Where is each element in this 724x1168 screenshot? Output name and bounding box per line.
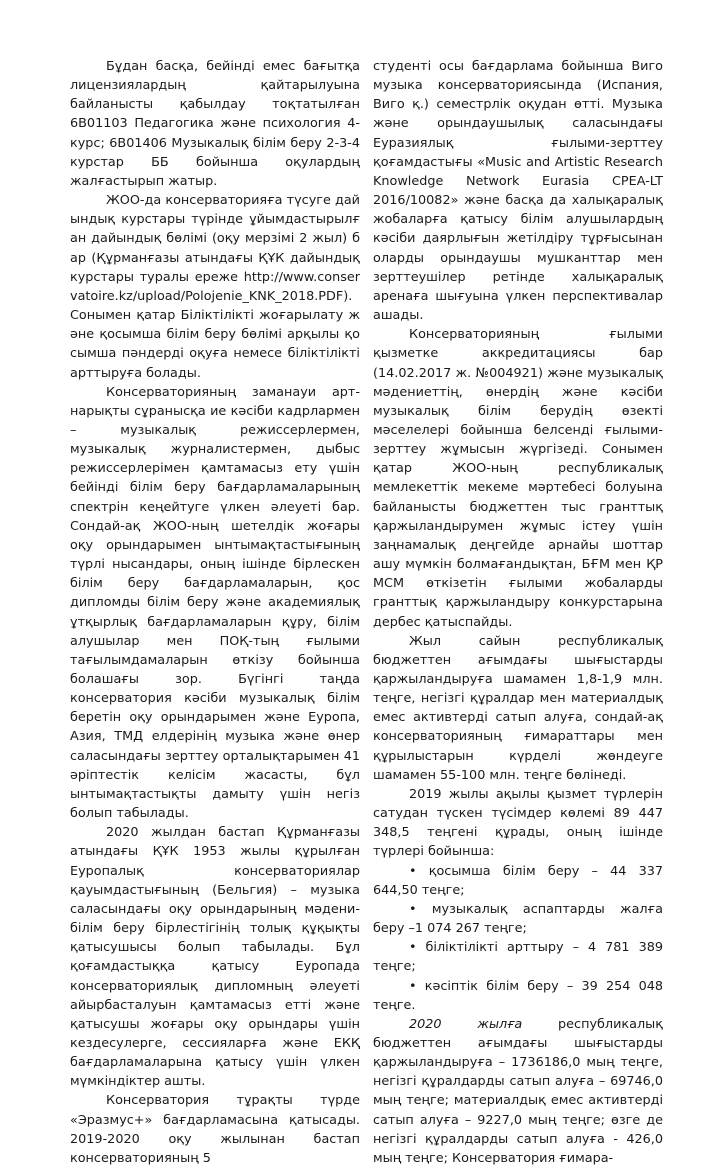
paragraph-text: республикалық бюджеттен ағымдағы шығыстарды қаржыландыруға – 1736186,0 мың теңге, негізгі құралдарды сатып алуға – 69746,0 мың теңге; материалдық емес активтерді сатып алуға – 9227,0 мың теңге; өзге де негізгі құралдарды сатып алуға - 426,0 мың теңге; Консерватория ғимара- xyxy=(373,1016,664,1166)
paragraph: Консерватория тұрақты түрде «Эразмус+» бағдарламасына қатысады. 2019-2020 оқу жылынан бастап консерваторияның 5 xyxy=(70,1093,360,1166)
paragraph xyxy=(373,1015,663,1168)
paragraph: Жыл сайын республикалық бюджеттен ағымдағы шығыстарды қаржыландыруға шамамен 1,8-1,9 млн. теңге, негізгі құралдар мен материалдық емес активтерді сатып алуға, сондай-ақ консерваторияның ғимараттары мен құрылыстарын күрделі жөндеуге шамамен 55-100 млн. теңге бөлінеді. xyxy=(373,633,663,783)
paragraph: 2019 жылы ақылы қызмет түрлерін сатудан түскен түсімдер көлемі 89 447 348,5 теңгені құрады, оның ішінде түрлері бойынша: xyxy=(373,786,663,860)
list-item: • қосымша білім беру – 44 337 644,50 теңге; xyxy=(373,863,663,898)
emphasis-text: 2020 жылға xyxy=(409,1016,523,1032)
paragraph: студенті осы бағдарлама бойынша Виго музыка консерваториясында (Испания, Виго қ.) семестрлік оқудан өтті. Музыка және орындаушылық саласындағы Еуразиялық ғылыми-зерттеу қоғамдастығы «Music and Artistic Research Knowledge Network Eurasia CPEA-LT 2016/10082» және басқа да халықаралық жобаларға қатысу білім алушылардың кәсіби даярлығын жетілдіру тұрғысынан оларды орындаушы мушканттар мен зерттеушілер ретінде халықаралық аренаға шығуына үлкен перспективалар ашады. xyxy=(373,59,663,324)
right-column xyxy=(373,57,663,1168)
paragraph xyxy=(70,191,360,383)
list-item: • музыкалық аспаптарды жалға беру –1 074 267 теңге; xyxy=(373,901,663,937)
list-item: • кәсіптік білім беру – 39 254 048 теңге. xyxy=(373,978,663,1013)
paragraph-text: ЖОО-да консерваторияға түсуге дайындық курстары түрінде ұйымдастырылған дайындық бөлімі (оқу мерзімі 2 жыл) бар (Құрманғазы атындағы ҚҰК дайындық курстары туралы ереже http://www.conservatoire.kz/upload/Polojenie_KNK_2018.PDF). Сонымен қатар Біліктілікті жоғарылату және қосымша білім беру бөлімі арқылы қосымша пәндерді оқуға немесе біліктілікті арттыруға болады. xyxy=(70,193,360,381)
left-column xyxy=(70,57,360,1168)
paragraph: Консерваторияның заманауи арт-нарықты сұранысқа ие кәсіби кадрлармен – музыкалық режиссерлермен, музыкалық журналистермен, дыбыс режиссерлерімен қамтамасыз ету үшін бейінді білім беру бағдарламаларының спектрін кеңейтуге үлкен әлеуеті бар. Сондай-ақ ЖОО-ның шетелдік жоғары оқу орындарымен ынтымақтастығының түрлі нысандары, оның ішінде бірлескен білім беру бағдарламаларын, қос дипломды білім беру және академиялық ұтқырлық бағдарламаларын құру, білім алушылар мен ПОҚ-тың ғылыми тағылымдамаларын өткізу бойынша болашағы зор. Бүгінгі таңда консерватория кәсіби музыкалық білім беретін оқу орындарымен және Еуропа, Азия, ТМД елдерінің музыка және өнер саласындағы зерттеу орталықтарымен 41 әріптестік келісім жасасты, бұл ынтымақтастықты дамыту үшін негіз болып табылады. xyxy=(70,384,360,822)
paragraph: 2020 жылдан бастап Құрманғазы атындағы ҚҰК 1953 жылы құрылған Еуропалық консерваториялар қауымдастығының (Бельгия) – музыка саласындағы оқу орындарының мәдени-білім беру бірлестігінің толық құқықты қатысушысы болып табылады. Бұл қоғамдастыққа қатысу Еуропада консерваториялық дипломның әлеуеті айырбасталуын қамтамасыз етті және қатысушы жоғары оқу орындары үшін кездесулерге, сессияларға және ЕКҚ бағдарламаларына қатысу үшін үлкен мүмкіндіктер ашты. xyxy=(70,825,360,1090)
paragraph: Бұдан басқа, бейінді емес бағытқа лицензиялардың қайтарылуына байланысты қабылдау тоқтатылған 6В01103 Педагогика және психология 4-курс; 6В01406 Музыкалық білім беру 2-3-4 курстар ББ бойынша оқулардың жалғастырып жатыр. xyxy=(70,59,360,189)
list-item: • біліктілікті арттыру – 4 781 389 теңге; xyxy=(373,940,663,975)
paragraph: Консерваторияның ғылыми қызметке аккредитациясы бар (14.02.2017 ж. №004921) және музыкалық мәдениеттің, өнердің және кәсіби музыкалық білім берудің өзекті мәселелері бойынша белсенді ғылыми-зерттеу жұмысын жүргізеді. Сонымен қатар ЖОО-ның республикалық мемлекеттік мекеме мәртебесі болуына байланысты бюджеттен тыс гранттық қаржыландырумен жұмыс істеу үшін заңнамалық деңгейде арнайы шоттар ашу мүмкін болмағандықтан, БҒМ мен ҚР МСМ өткізетін ғылыми жобаларды гранттық қаржыландыру конкурстарына дербес қатыспайды. xyxy=(373,327,663,630)
